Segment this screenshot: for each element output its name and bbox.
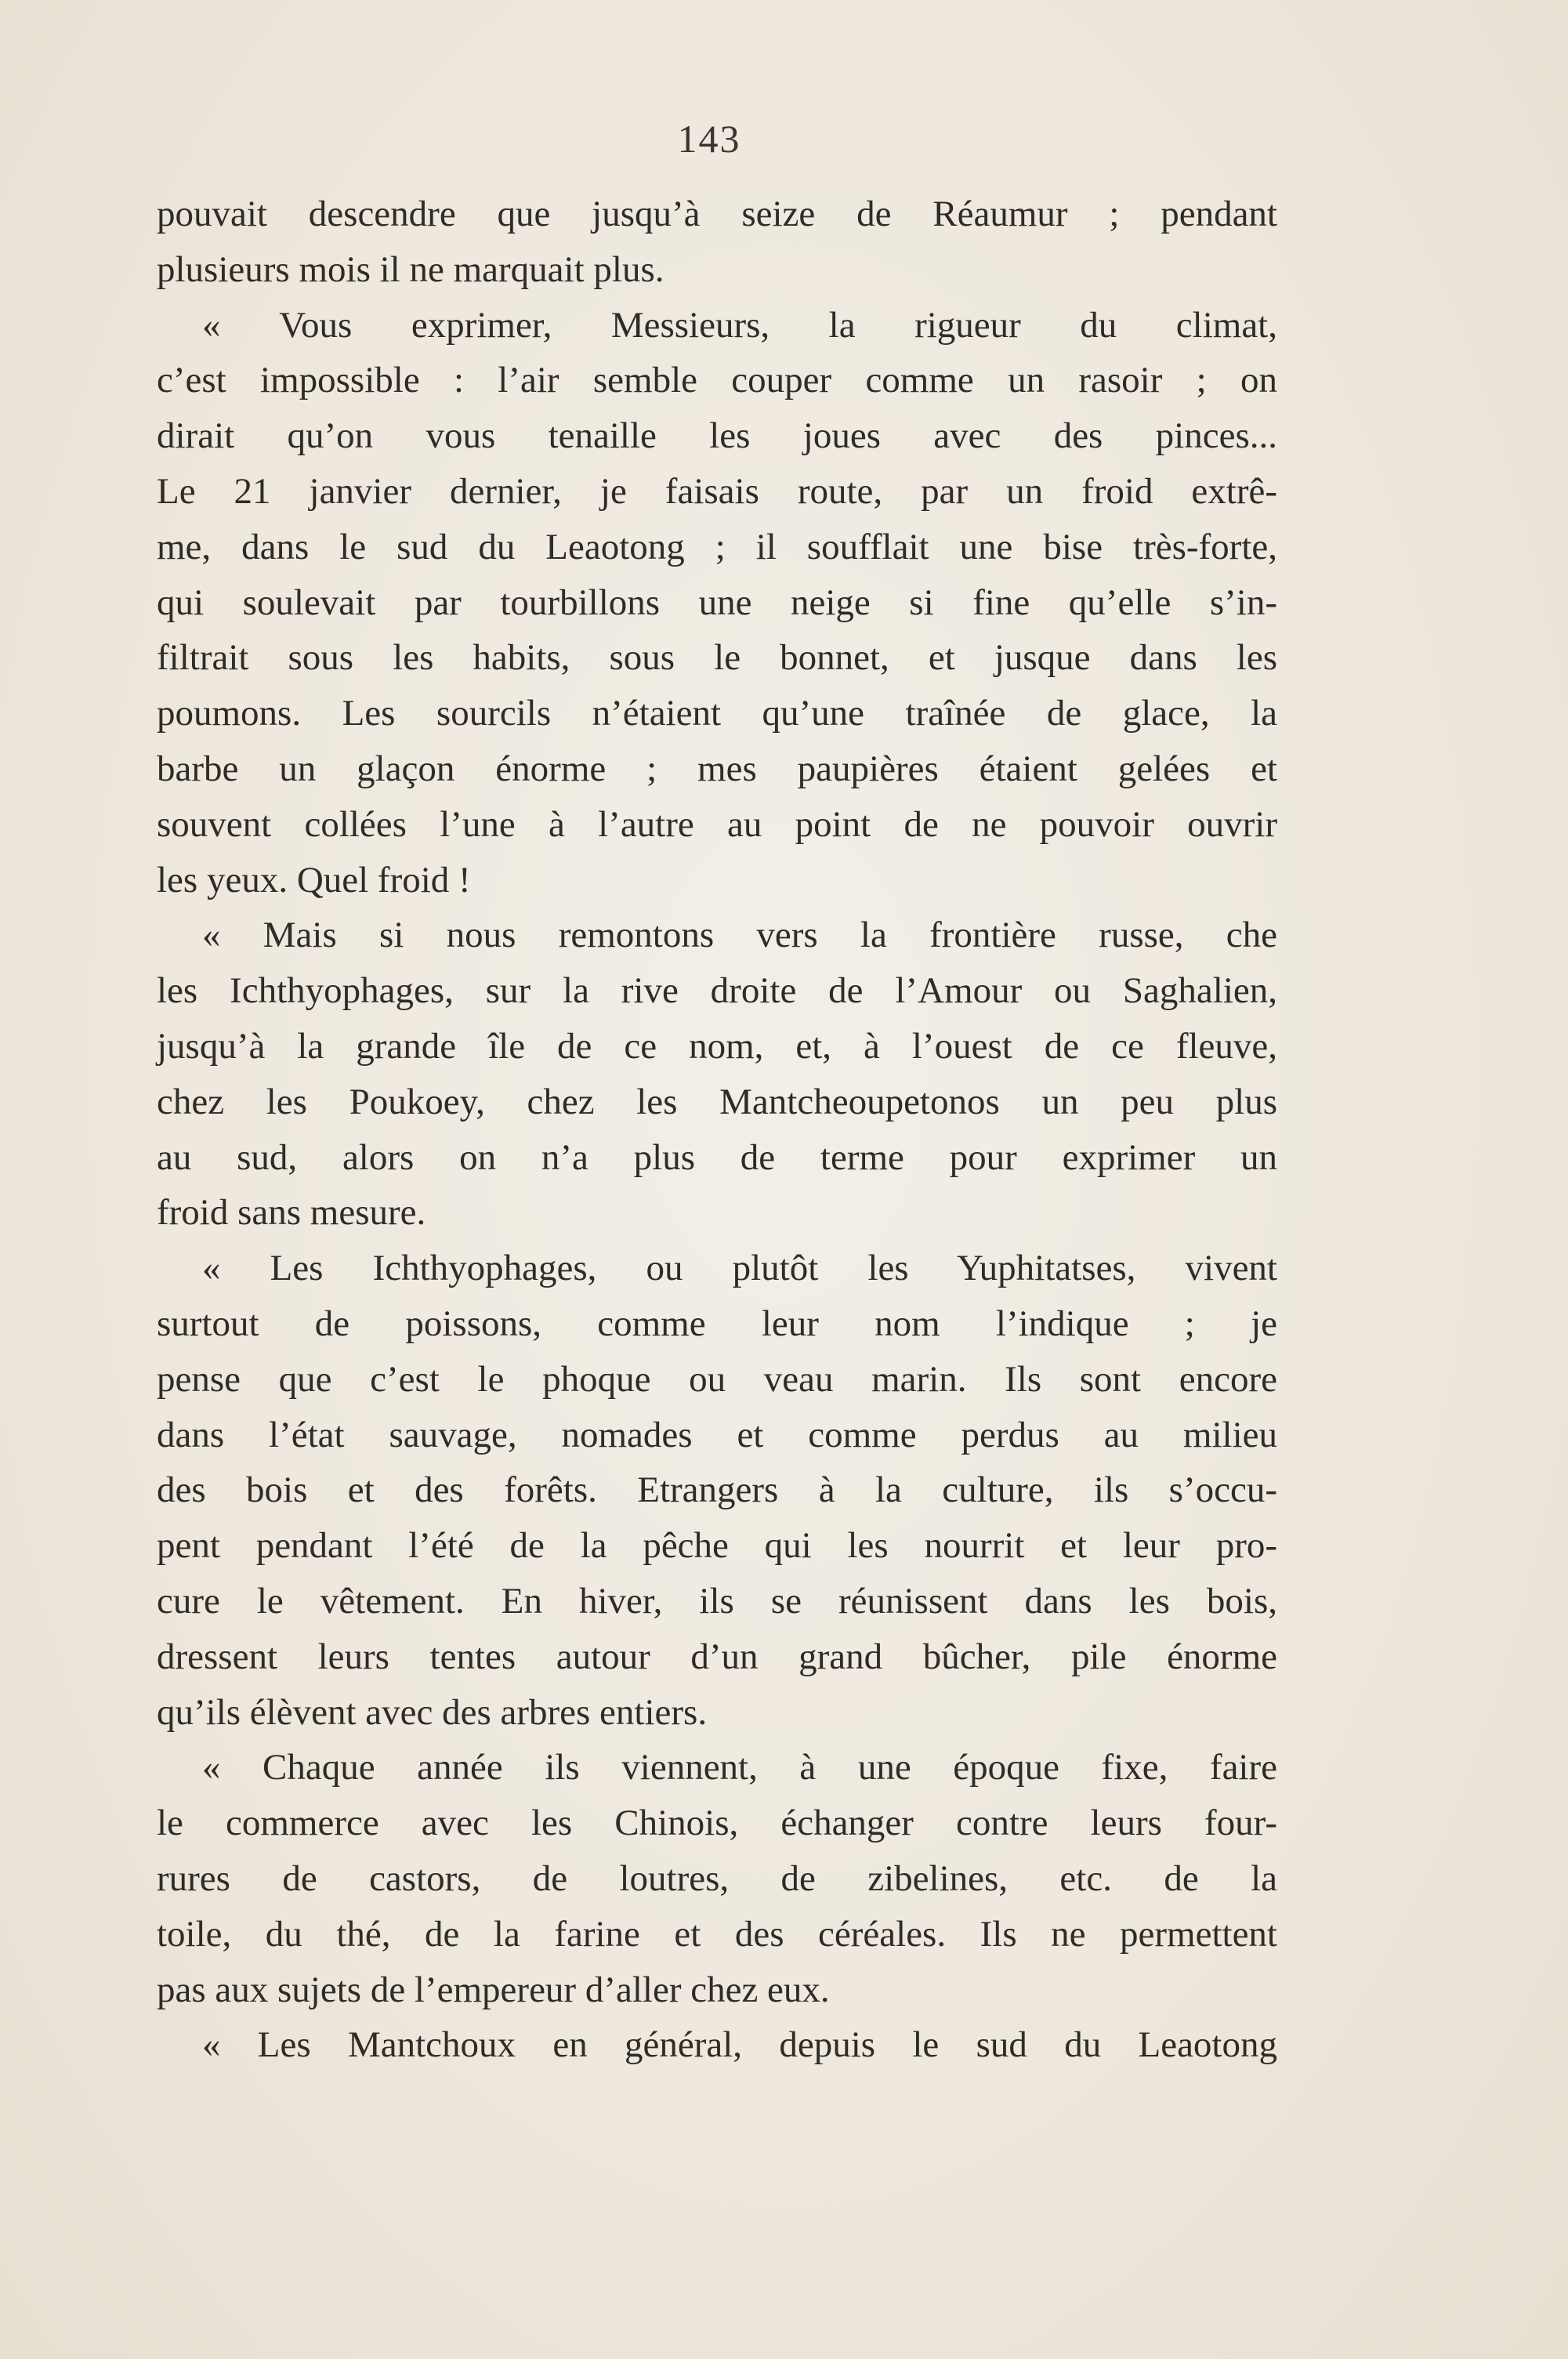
- text-line: « Chaque année ils viennent, à une époque fixe, faire: [202, 1747, 1277, 1788]
- text-line: au sud, alors on n’a plus de terme pour exprimer un: [157, 1136, 1277, 1178]
- text-line: « Vous exprimer, Messieurs, la rigueur du climat,: [202, 304, 1277, 346]
- text-line: « Les Mantchoux en général, depuis le sud du Leaotong: [202, 2024, 1277, 2066]
- text-line: les yeux. Quel froid !: [157, 859, 471, 900]
- text-line: jusqu’à la grande île de ce nom, et, à l’ouest de ce fleuve,: [157, 1025, 1277, 1067]
- text-line: pense que c’est le phoque ou veau marin. Ils sont encore: [157, 1358, 1277, 1400]
- text-line: me, dans le sud du Leaotong ; il soufflait une bise très-forte,: [157, 526, 1277, 567]
- text-line: c’est impossible : l’air semble couper comme un rasoir ; on: [157, 360, 1277, 401]
- body-text: [157, 187, 1277, 2073]
- text-line: « Mais si nous remontons vers la frontière russe, che: [202, 915, 1277, 956]
- text-line: Le 21 janvier dernier, je faisais route, par un froid extrê-: [157, 470, 1277, 512]
- text-line: « Les Ichthyophages, ou plutôt les Yuphitatses, vivent: [202, 1248, 1277, 1289]
- text-line: toile, du thé, de la farine et des céréales. Ils ne permettent: [157, 1913, 1277, 1955]
- text-line: des bois et des forêts. Etrangers à la culture, ils s’occu-: [157, 1469, 1277, 1511]
- text-line: pent pendant l’été de la pêche qui les nourrit et leur pro-: [157, 1525, 1277, 1567]
- text-line: surtout de poissons, comme leur nom l’indique ; je: [157, 1303, 1277, 1344]
- text-line: froid sans mesure.: [157, 1192, 426, 1234]
- text-line: plusieurs mois il ne marquait plus.: [157, 248, 664, 290]
- text-line: le commerce avec les Chinois, échanger contre leurs four-: [157, 1803, 1277, 1844]
- text-line: cure le vêtement. En hiver, ils se réunissent dans les bois,: [157, 1580, 1277, 1622]
- text-line: les Ichthyophages, sur la rive droite de l’Amour ou Saghalien,: [157, 970, 1277, 1012]
- text-line: qui soulevait par tourbillons une neige si fine qu’elle s’in-: [157, 582, 1277, 623]
- text-line: chez les Poukoey, chez les Mantcheoupetonos un peu plus: [157, 1081, 1277, 1122]
- page-number: 143: [677, 117, 741, 161]
- text-line: pas aux sujets de l’empereur d’aller chez eux.: [157, 1969, 830, 2010]
- text-line: dressent leurs tentes autour d’un grand bûcher, pile énorme: [157, 1636, 1277, 1677]
- text-line: rures de castors, de loutres, de zibelines, etc. de la: [157, 1857, 1277, 1899]
- text-line: dirait qu’on vous tenaille les joues avec des pinces...: [157, 415, 1277, 457]
- text-line: poumons. Les sourcils n’étaient qu’une traînée de glace, la: [157, 693, 1277, 734]
- text-line: barbe un glaçon énorme ; mes paupières étaient gelées et: [157, 748, 1277, 789]
- text-line: dans l’état sauvage, nomades et comme perdus au milieu: [157, 1414, 1277, 1455]
- text-line: souvent collées l’une à l’autre au point de ne pouvoir ouvrir: [157, 803, 1277, 845]
- text-line: qu’ils élèvent avec des arbres entiers.: [157, 1691, 708, 1733]
- text-line: filtrait sous les habits, sous le bonnet, et jusque dans les: [157, 637, 1277, 679]
- text-line: pouvait descendre que jusqu’à seize de Réaumur ; pendant: [157, 194, 1277, 234]
